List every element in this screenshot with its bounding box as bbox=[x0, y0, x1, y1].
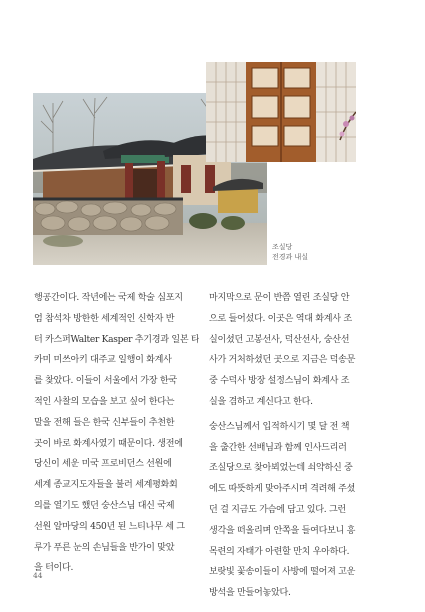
text-line: 마지막으로 문이 반쯤 열린 조실당 안 bbox=[209, 293, 350, 303]
body-text-right-column bbox=[209, 288, 374, 604]
body-text-left-column bbox=[34, 288, 199, 579]
text-line: 세계 종교지도자들을 불러 세계평화회 bbox=[34, 480, 178, 491]
text-line: 던 걸 지금도 가슴에 담고 있다. 그런 bbox=[209, 504, 346, 515]
text-line: 루가 푸른 눈의 손님들을 반가이 맞았 bbox=[34, 542, 175, 553]
text-line: 실이셨던 고봉선사, 덕산선사, 숭산선 bbox=[209, 334, 350, 345]
text-line: 으로 들어섰다. 이곳은 역대 화계사 조 bbox=[209, 313, 352, 324]
text-line: 조실당으로 찾아뵈었는데 쇠약하신 중 bbox=[209, 463, 353, 474]
page-number: 44 bbox=[33, 571, 43, 580]
photo-caption bbox=[272, 242, 308, 262]
text-line: 곳이 바로 화계사였기 때문이다. 생전에 bbox=[34, 438, 183, 449]
text-line: 보랏빛 꽃송이들이 사방에 떨어져 고운 bbox=[209, 567, 356, 578]
text-line: 을 터이다. bbox=[34, 563, 74, 574]
text-line: 카미 미쓰아키 대주교 일행이 화계사 bbox=[34, 355, 172, 366]
caption-line-1: 조실당 bbox=[272, 243, 293, 251]
text-line: 방석을 만들어놓았다. bbox=[209, 588, 291, 599]
text-line: 의를 열기도 했던 숭산스님 대신 국제 bbox=[34, 500, 175, 511]
text-line: 적인 사찰의 모습을 보고 싶어 한다는 bbox=[34, 396, 175, 407]
text-line: 당신이 세운 미국 프로비던스 선원에 bbox=[34, 459, 172, 470]
text-line: 말을 전해 들은 한국 신부들이 추천한 bbox=[34, 417, 175, 428]
text-line: 숭산스님께서 입적하시기 몇 달 전 책 bbox=[209, 421, 350, 432]
text-line: 생각을 떠올리며 안쪽을 들여다보니 흥 bbox=[209, 525, 356, 536]
text-line: 를 찾았다. 이들이 서울에서 가장 한국 bbox=[34, 376, 177, 387]
text-line: 행공간이다. 작년에는 국제 학술 심포지 bbox=[34, 293, 183, 303]
text-line: 엄 참석차 방한한 세계적인 신학자 반 bbox=[34, 313, 175, 324]
caption-line-2: 전경과 내실 bbox=[272, 253, 309, 261]
lattice-door-photo bbox=[206, 62, 356, 162]
text-line: 목련의 자태가 아련할 만치 우아하다. bbox=[209, 546, 350, 557]
text-line: 을 출간한 선배님과 함께 인사드리러 bbox=[209, 442, 347, 453]
text-line: 사가 거처하셨던 곳으로 지금은 덕송문 bbox=[209, 355, 356, 366]
text-line: 중 수덕사 방장 설정스님이 화계사 조 bbox=[209, 376, 350, 387]
text-line: 터 카스퍼Walter Kasper 추기경과 일본 타 bbox=[34, 334, 199, 345]
text-line: 선원 알마당의 450년 된 느티나무 세 그 bbox=[34, 521, 185, 532]
text-line: 에도 따뜻하게 맞아주시며 격려해 주셨 bbox=[209, 484, 356, 495]
text-line: 실을 겸하고 계신다고 한다. bbox=[209, 396, 313, 407]
